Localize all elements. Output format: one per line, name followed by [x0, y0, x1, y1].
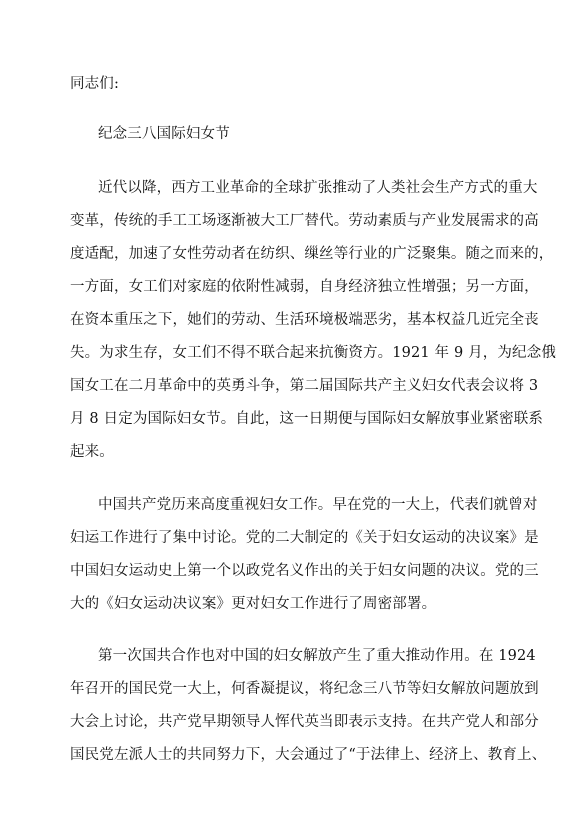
paragraph-line: 中国共产党历来高度重视妇女工作。早在党的一大上，代表们就曾对 [98, 497, 538, 513]
paragraph-line: 妇运工作进行了集中讨论。党的二大制定的《关于妇女运动的决议案》是 [70, 530, 539, 546]
paragraph-line: 国民党左派人士的共同努力下，大会通过了“于法律上、经济上、教育上、 [70, 747, 547, 763]
paragraph-line: 变革，传统的手工工场逐渐被大工厂替代。劳动素质与产业发展需求的高 [70, 213, 539, 229]
paragraph-line: 国女工在二月革命中的英勇斗争，第二届国际共产主义妇女代表会议将 3 [70, 378, 539, 394]
paragraph-line: 起来。 [70, 444, 114, 460]
paragraph-line: 度适配，加速了女性劳动者在纺织、缫丝等行业的广泛聚集。随之而来的， [70, 246, 554, 262]
salutation: 同志们: [70, 76, 119, 92]
paragraph-line: 第一次国共合作也对中国的妇女解放产生了重大推动作用。在 1924 [98, 648, 536, 664]
paragraph-line: 在资本重压之下，她们的劳动、生活环境极端恶劣，基本权益几近完全丧 [70, 312, 539, 328]
paragraph-line: 月 8 日定为国际妇女节。自此，这一日期便与国际妇女解放事业紧密联系 [70, 411, 544, 427]
paragraph-line: 失。为求生存，女工们不得不联合起来抗衡资方。1921 年 9 月，为纪念俄 [70, 345, 557, 361]
paragraph-line: 一方面，女工们对家庭的依附性减弱，自身经济独立性增强；另一方面， [70, 279, 539, 295]
document-title: 纪念三八国际妇女节 [98, 126, 230, 142]
paragraph-line: 大的《妇女运动决议案》更对妇女工作进行了周密部署。 [70, 596, 437, 612]
paragraph-line: 近代以降，西方工业革命的全球扩张推动了人类社会生产方式的重大 [98, 180, 538, 196]
paragraph-line: 中国妇女运动史上第一个以政党名义作出的关于妇女问题的决议。党的三 [70, 563, 539, 579]
paragraph-line: 年召开的国民党一大上，何香凝提议，将纪念三八节等妇女解放问题放到 [70, 681, 539, 697]
paragraph-line: 大会上讨论，共产党早期领导人恽代英当即表示支持。在共产党人和部分 [70, 714, 539, 730]
